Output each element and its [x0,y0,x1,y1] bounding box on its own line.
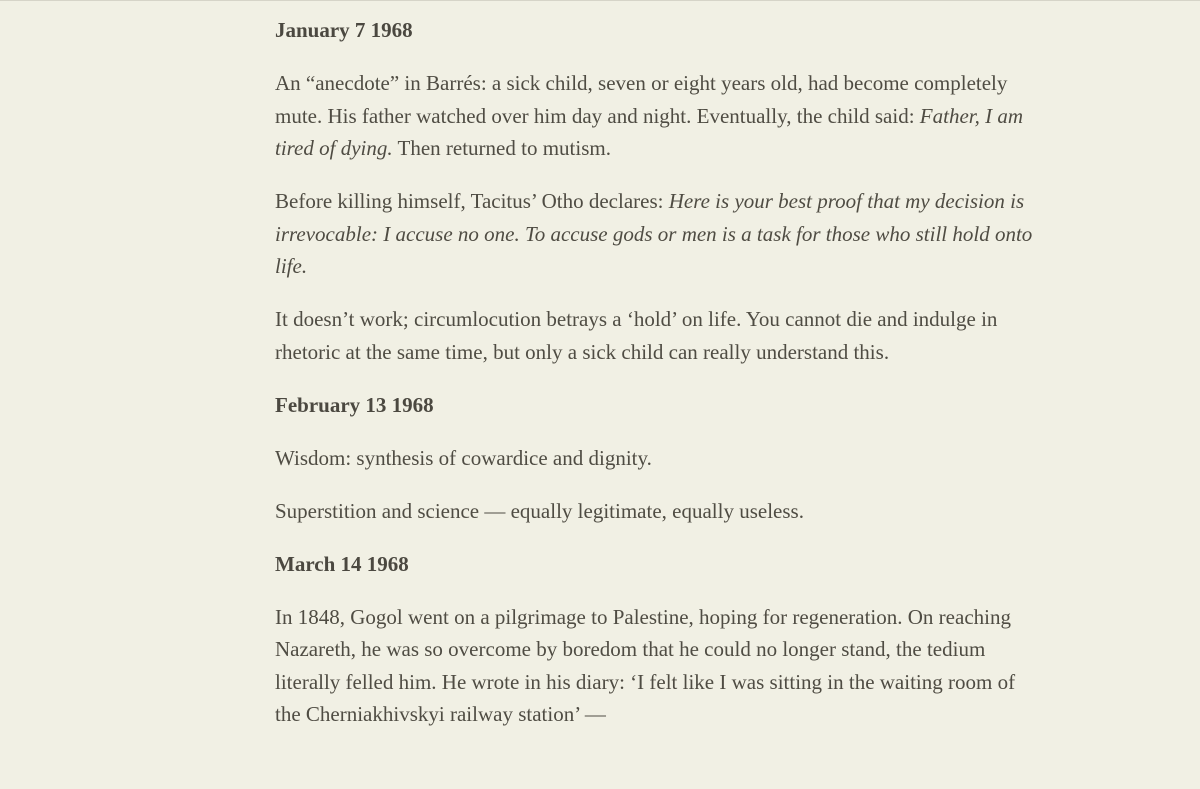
diary-article [275,14,1035,751]
paragraph-text: It doesn’t work; circumlocution betrays a ‘hold’ on life. You cannot die and indulge in rhetoric at the same time, but only a sick child can really understand this. [275,307,998,364]
diary-entry [275,14,1035,368]
top-divider [0,0,1200,1]
entry-paragraph [275,495,1035,528]
entry-date: February 13 1968 [275,392,434,417]
entry-paragraph [275,67,1035,165]
entry-paragraph [275,442,1035,475]
diary-entry [275,548,1035,731]
paragraph-text: Superstition and science — equally legitimate, equally useless. [275,498,804,523]
entry-paragraph [275,601,1035,731]
paragraph-text: Wisdom: synthesis of cowardice and dignity. [275,445,652,470]
entry-paragraph [275,185,1035,283]
quoted-speech: Father, I am tired of dying. [275,103,1024,160]
quoted-speech: Here is your best proof that my decision is irrevocable: I accuse no one. To accuse gods or men is a task for those who still hold onto life. [275,189,1033,278]
paragraph-text: Before killing himself, Tacitus’ Otho declares: [275,189,669,213]
paragraph-text: An “anecdote” in Barrés: a sick child, seven or eight years old, had become completely mute. His father watched over him day and night. Eventually, the child said: [275,71,1008,128]
entry-date: January 7 1968 [275,18,413,42]
paragraph-text: Then returned to mutism. [392,136,611,160]
entry-paragraph [275,303,1035,368]
entry-date: March 14 1968 [275,551,409,576]
diary-entry [275,389,1035,528]
paragraph-text: In 1848, Gogol went on a pilgrimage to Palestine, hoping for regeneration. On reaching Nazareth, he was so overcome by boredom that he could no longer stand, the tedium literally felled him. He wrote in his diary: ‘I felt like I was sitting in the waiting room of the Cherniakhivskyi railway station’ — [275,604,1016,726]
